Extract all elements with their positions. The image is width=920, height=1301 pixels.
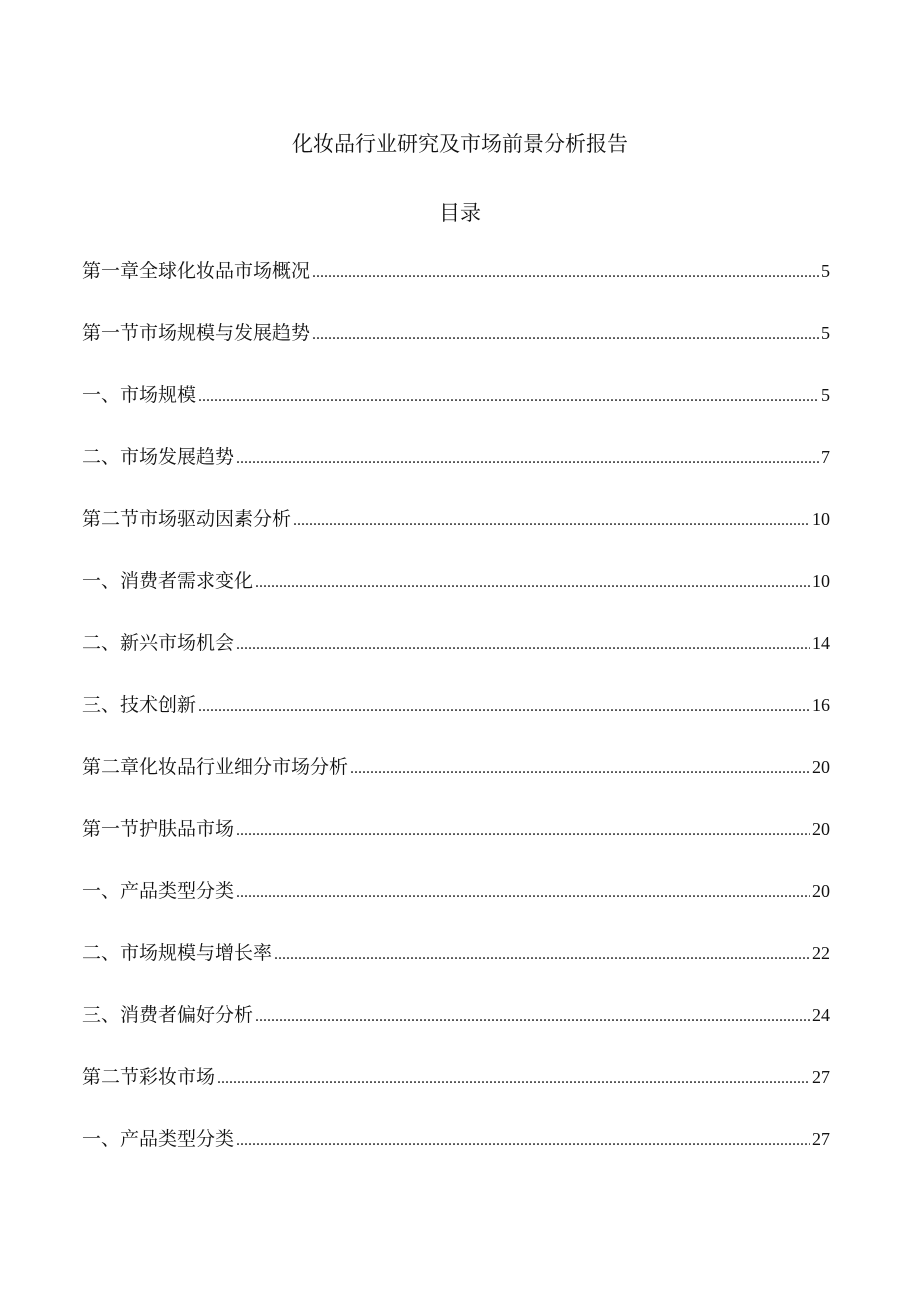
toc-entry-page: 20: [812, 819, 830, 839]
toc-entry[interactable]: [82, 381, 830, 443]
toc-entry-page: 10: [812, 571, 830, 591]
toc-dot-leader: [236, 631, 810, 659]
toc-entry-label: 二、市场发展趋势: [82, 446, 235, 468]
toc-dot-leader: [293, 507, 810, 535]
toc-entry[interactable]: [82, 505, 830, 567]
toc-dot-leader: [274, 941, 810, 969]
toc-entry-label: 第一节护肤品市场: [82, 818, 235, 840]
toc-entry-page: 20: [812, 757, 830, 777]
toc-entry-page: 7: [821, 447, 830, 467]
toc-entry-label: 一、市场规模: [82, 384, 197, 406]
toc-entry-label: 第一节市场规模与发展趋势: [82, 322, 311, 344]
document-title: 化妆品行业研究及市场前景分析报告: [292, 132, 628, 156]
toc-entry[interactable]: [82, 257, 830, 319]
toc-entry-label: 三、技术创新: [82, 694, 197, 716]
toc-entry-page: 22: [812, 943, 830, 963]
toc-entry-label: 第二节彩妆市场: [82, 1066, 216, 1088]
toc-entry-page: 10: [812, 509, 830, 529]
toc-entry[interactable]: [82, 939, 830, 1001]
toc-entry-page: 27: [812, 1129, 830, 1149]
toc-entry-label: 二、市场规模与增长率: [82, 942, 273, 964]
toc-entry[interactable]: [82, 815, 830, 877]
toc-entry-label: 一、产品类型分类: [82, 880, 235, 902]
toc-entry[interactable]: [82, 629, 830, 691]
toc-entry-label: 一、消费者需求变化: [82, 570, 254, 592]
toc-entry-page: 14: [812, 633, 830, 653]
toc-dot-leader: [255, 569, 810, 597]
toc-heading: 目录: [439, 201, 481, 225]
toc-entry-label: 第一章全球化妆品市场概况: [82, 260, 311, 282]
toc-entry-page: 5: [821, 385, 830, 405]
toc-entry[interactable]: [82, 443, 830, 505]
toc-dot-leader: [255, 1003, 810, 1031]
toc-dot-leader: [217, 1065, 810, 1093]
toc-entry[interactable]: [82, 877, 830, 939]
toc-entry-label: 第二章化妆品行业细分市场分析: [82, 756, 349, 778]
toc-entry-label: 二、新兴市场机会: [82, 632, 235, 654]
toc-entry-page: 27: [812, 1067, 830, 1087]
toc-entry[interactable]: [82, 1063, 830, 1125]
toc-entry[interactable]: [82, 1001, 830, 1063]
toc-entry-page: 20: [812, 881, 830, 901]
toc-entry-label: 第二节市场驱动因素分析: [82, 508, 292, 530]
toc-entry-page: 5: [821, 323, 830, 343]
toc-dot-leader: [312, 259, 819, 287]
toc-dot-leader: [198, 693, 810, 721]
toc-entry[interactable]: [82, 319, 830, 381]
toc-entry[interactable]: [82, 753, 830, 815]
toc-entry-label: 一、产品类型分类: [82, 1128, 235, 1150]
toc-dot-leader: [236, 879, 810, 907]
toc-dot-leader: [236, 817, 810, 845]
toc-dot-leader: [350, 755, 810, 783]
toc-entry-page: 24: [812, 1005, 830, 1025]
toc-entry[interactable]: [82, 567, 830, 629]
toc-dot-leader: [312, 321, 819, 349]
toc-entry-label: 三、消费者偏好分析: [82, 1004, 254, 1026]
toc-entry[interactable]: [82, 691, 830, 753]
toc-dot-leader: [236, 1127, 810, 1155]
toc-entry[interactable]: [82, 1125, 830, 1187]
toc-list: [82, 257, 830, 1187]
toc-dot-leader: [198, 383, 819, 411]
toc-entry-page: 16: [812, 695, 830, 715]
toc-entry-page: 5: [821, 261, 830, 281]
toc-dot-leader: [236, 445, 819, 473]
